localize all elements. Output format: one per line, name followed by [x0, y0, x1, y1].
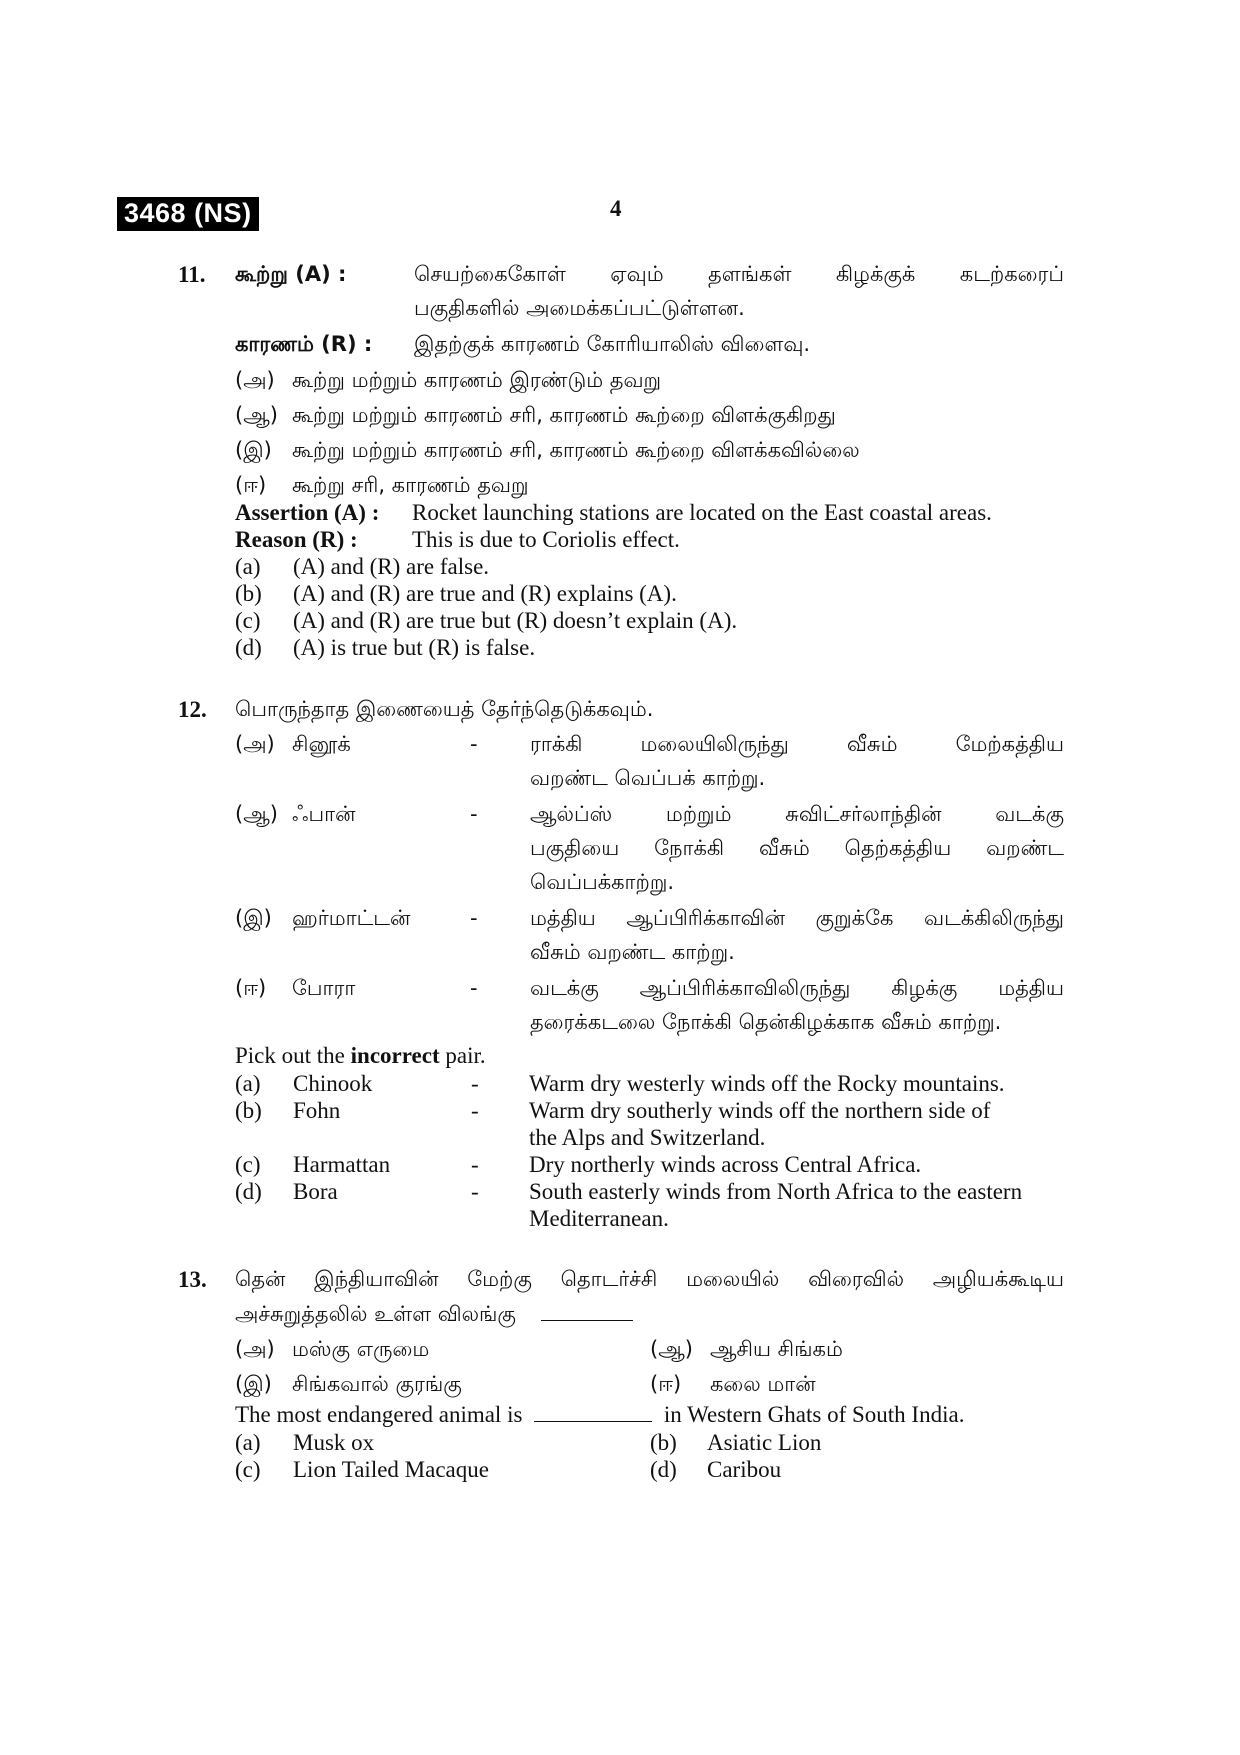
q13-tamil-line2 — [235, 1302, 633, 1329]
q11-english-reason-label: Reason (R) : — [235, 527, 358, 552]
q12-english-question-bold: incorrect — [350, 1043, 440, 1068]
q11-english-option-marker: (c) — [235, 608, 261, 633]
q12-tamil-pair-dash: - — [470, 802, 478, 826]
q11-tamil-reason-text: இதற்குக் காரணம் கோரியாலிஸ் விளைவு. — [414, 332, 811, 356]
q12-english-pair-name: Fohn — [293, 1098, 341, 1123]
q13-english-pre: The most endangered animal is — [235, 1402, 523, 1427]
q13-tamil-option-text: ஆசிய சிங்கம் — [710, 1337, 843, 1361]
q13-english-option-text: Musk ox — [293, 1430, 375, 1455]
paper-code-badge: 3468 (NS) — [117, 197, 259, 231]
q12-tamil-pair-dash: - — [470, 976, 478, 1000]
q12-english-pair-desc-line: South easterly winds from North Africa to the eastern — [529, 1179, 1023, 1204]
q12-english-pair-desc-line: Dry northerly winds across Central Africa. — [529, 1152, 922, 1177]
q11-tamil-option-text: கூற்று மற்றும் காரணம் சரி, காரணம் கூற்றை விளக்கவில்லை — [292, 438, 860, 462]
q12-english-question-pre: Pick out the — [235, 1043, 345, 1068]
q11-tamil-option-marker: (இ) — [235, 438, 272, 462]
q12-english-pair-desc-line: Mediterranean. — [529, 1206, 669, 1231]
q11-tamil-option-text: கூற்று மற்றும் காரணம் இரண்டும் தவறு — [292, 368, 662, 392]
q12-english-pair-dash: - — [471, 1098, 479, 1123]
q11-english-assertion-text: Rocket launching stations are located on the East coastal areas. — [412, 500, 992, 525]
q13-tamil-option-marker: (ஈ) — [650, 1372, 682, 1396]
q13-tamil-line1: தென் இந்தியாவின் மேற்கு தொடர்ச்சி மலையில் விரைவில் அழியக்கூடிய — [235, 1267, 1064, 1291]
q12-english-pair-marker: (b) — [235, 1098, 262, 1123]
q12-tamil-pair-marker: (இ) — [235, 906, 272, 930]
q12-tamil-pair-dash: - — [470, 906, 478, 930]
q12-english-pair-marker: (d) — [235, 1179, 262, 1204]
q12-tamil-pair-desc-line: பகுதியை நோக்கி வீசும் தெற்கத்திய வறண்ட — [530, 836, 1064, 860]
q13-english-question — [235, 1402, 964, 1428]
q12-tamil-pair-desc-line: ஆல்ப்ஸ் மற்றும் சுவிட்சர்லாந்தின் வடக்கு — [530, 802, 1064, 826]
q11-english-option-text: (A) is true but (R) is false. — [293, 635, 536, 660]
q12-english-pair-dash: - — [471, 1071, 479, 1096]
q12-tamil-pair-desc-line: வறண்ட வெப்பக் காற்று. — [530, 766, 766, 790]
q13-english-option-marker: (b) — [650, 1430, 677, 1455]
q12-tamil-pair-dash: - — [470, 732, 478, 756]
q11-english-option-marker: (d) — [235, 635, 262, 660]
q11-english-option-text: (A) and (R) are true but (R) doesn’t explain (A). — [293, 608, 738, 633]
q12-tamil-pair-name: ஃபான் — [292, 802, 356, 826]
q13-tamil-option-text: கலை மான் — [710, 1372, 816, 1396]
q12-tamil-pair-desc-line: மத்திய ஆப்பிரிக்காவின் குறுக்கே வடக்கிலிருந்து — [530, 906, 1064, 930]
q12-english-pair-name: Bora — [293, 1179, 338, 1204]
q13-tamil-option-text: மஸ்கு எருமை — [292, 1337, 430, 1361]
q13-english-option-text: Asiatic Lion — [707, 1430, 822, 1455]
q12-tamil-pair-name: சினூக் — [292, 732, 351, 756]
q11-tamil-option-text: கூற்று சரி, காரணம் தவறு — [292, 473, 529, 497]
q12-tamil-pair-desc-line: தரைக்கடலை நோக்கி தென்கிழக்காக வீசும் காற்று. — [530, 1010, 1002, 1034]
q11-english-option-text: (A) and (R) are false. — [293, 554, 490, 579]
q13-english-option-marker: (c) — [235, 1457, 261, 1482]
q12-tamil-pair-desc-line: ராக்கி மலையிலிருந்து வீசும் மேற்கத்திய — [530, 732, 1064, 756]
q11-tamil-option-marker: (அ) — [235, 368, 275, 392]
q13-tamil-option-text: சிங்கவால் குரங்கு — [292, 1372, 462, 1396]
q11-tamil-option-text: கூற்று மற்றும் காரணம் சரி, காரணம் கூற்றை விளக்குகிறது — [292, 403, 836, 427]
q11-english-option-text: (A) and (R) are true and (R) explains (A). — [293, 581, 677, 606]
q13-english-post: in Western Ghats of South India. — [663, 1402, 965, 1427]
q11-english-assertion-label: Assertion (A) : — [235, 500, 380, 525]
q11-english-reason-text: This is due to Coriolis effect. — [412, 527, 680, 552]
q12-english-pair-desc-line: the Alps and Switzerland. — [529, 1125, 766, 1150]
q12-tamil-pair-desc-line: வீசும் வறண்ட காற்று. — [530, 940, 735, 964]
q11-tamil-assertion-line1: செயற்கைகோள் ஏவும் தளங்கள் கிழக்குக் கடற்கரைப் — [414, 262, 1064, 286]
q12-tamil-pair-name: போரா — [292, 976, 356, 1000]
q11-english-option-marker: (a) — [235, 554, 261, 579]
q11-english-option-marker: (b) — [235, 581, 262, 606]
page-number: 4 — [610, 196, 622, 221]
q12-english-pair-dash: - — [471, 1179, 479, 1204]
q13-english-option-text: Caribou — [707, 1457, 782, 1482]
q13-english-option-marker: (d) — [650, 1457, 677, 1482]
question-12-number: 12. — [178, 697, 207, 722]
q12-tamil-pair-desc-line: வடக்கு ஆப்பிரிக்காவிலிருந்து கிழக்கு மத்திய — [530, 976, 1064, 1000]
q13-tamil-line2-text: அச்சுறுத்தலில் உள்ள விலங்கு — [235, 1302, 516, 1326]
q13-tamil-option-marker: (இ) — [235, 1372, 272, 1396]
answer-blank — [534, 1403, 652, 1422]
q12-english-question-post: pair. — [445, 1043, 486, 1068]
q12-english-pair-name: Harmattan — [293, 1152, 391, 1177]
q12-tamil-pair-desc-line: வெப்பக்காற்று. — [530, 870, 675, 894]
q12-english-pair-marker: (a) — [235, 1071, 261, 1096]
q13-tamil-option-marker: (அ) — [235, 1337, 275, 1361]
q12-english-pair-desc-line: Warm dry westerly winds off the Rocky mountains. — [529, 1071, 1005, 1096]
q12-english-pair-marker: (c) — [235, 1152, 261, 1177]
q12-english-pair-name: Chinook — [293, 1071, 373, 1096]
q13-english-option-text: Lion Tailed Macaque — [293, 1457, 489, 1482]
q13-tamil-option-marker: (ஆ) — [650, 1337, 693, 1361]
q12-english-pair-desc-line: Warm dry southerly winds off the northern side of — [529, 1098, 991, 1123]
q11-tamil-reason-label: காரணம் (R) : — [235, 332, 373, 356]
q12-english-question — [235, 1043, 486, 1069]
q11-tamil-assertion-label: கூற்று (A) : — [235, 262, 347, 286]
q11-tamil-option-marker: (ஆ) — [235, 403, 278, 427]
q12-tamil-pair-marker: (அ) — [235, 732, 275, 756]
q11-tamil-assertion-line2: பகுதிகளில் அமைக்கப்பட்டுள்ளன. — [414, 296, 745, 320]
q12-tamil-question: பொருந்தாத இணையைத் தேர்ந்தெடுக்கவும். — [235, 697, 654, 721]
q12-tamil-pair-name: ஹர்மாட்டன் — [292, 906, 411, 930]
q12-english-pair-dash: - — [471, 1152, 479, 1177]
q12-tamil-pair-marker: (ஆ) — [235, 802, 278, 826]
answer-blank — [541, 1302, 633, 1321]
q11-tamil-option-marker: (ஈ) — [235, 473, 267, 497]
question-13-number: 13. — [178, 1267, 207, 1292]
q13-english-option-marker: (a) — [235, 1430, 261, 1455]
question-11-number: 11. — [178, 262, 206, 287]
q12-tamil-pair-marker: (ஈ) — [235, 976, 267, 1000]
